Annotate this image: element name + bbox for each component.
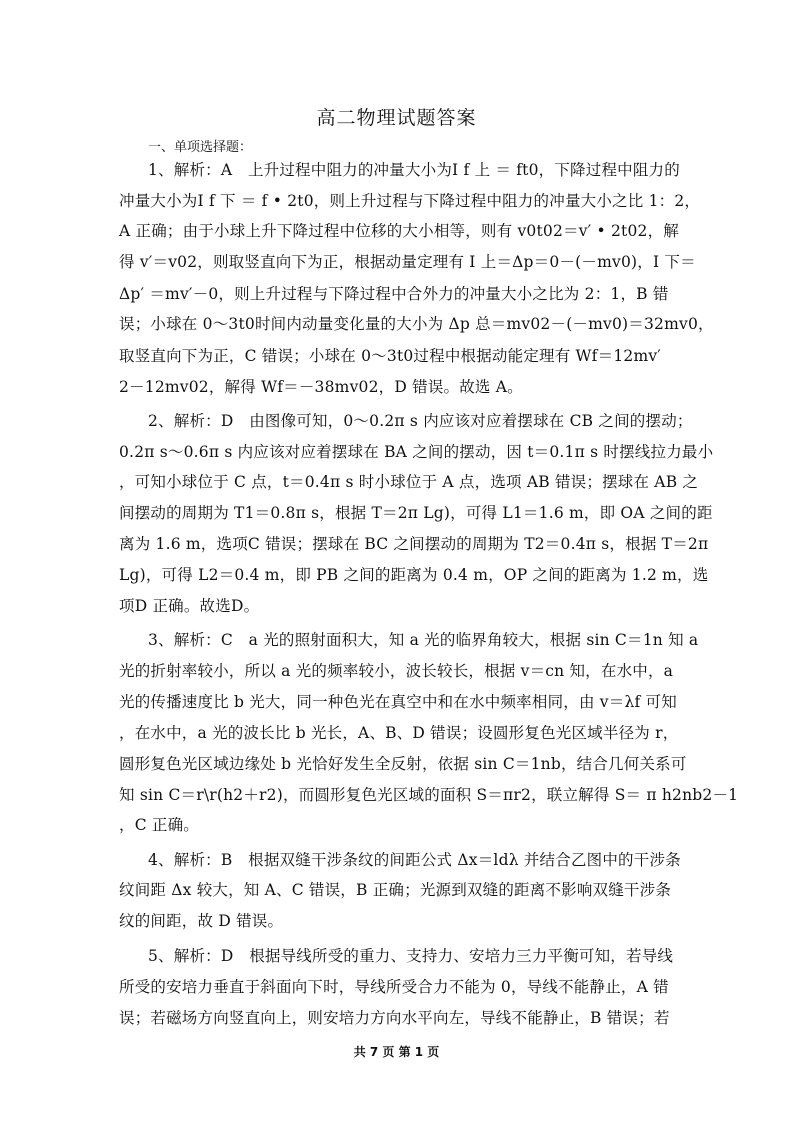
text-line: Δp′ ＝mv′－0，则上升过程与下降过程中合外力的冲量大小之比为 2：1，B 错	[119, 285, 669, 303]
text-line: 2－12mv02，解得 Wf＝－38mv02，D 错误。故选 A。	[119, 378, 523, 396]
text-line: 项D 正确。故选D。	[119, 597, 260, 615]
text-line: 知 sin C＝r\r(h2＋r2)，而圆形复色光区域的面积 S＝πr2，联立解得 S＝ π h2nb2－1	[119, 786, 739, 804]
text-line: 4、解析：B 根据双缝干涉条纹的间距公式 Δx＝ldλ 并结合乙图中的干涉条	[148, 851, 681, 869]
text-line: 圆形复色光区域边缘处 b 光恰好发生全反射，依据 sin C＝1nb，结合几何关系可	[119, 755, 687, 773]
text-line: 5、解析：D 根据导线所受的重力、支持力、安培力三力平衡可知，若导线	[148, 947, 674, 965]
text-line: 冲量大小为I f 下 ＝ f • 2t0，则上升过程与下降过程中阻力的冲量大小之比 1：2，	[119, 192, 701, 210]
text-line: 间摆动的周期为 T1＝0.8π s，根据 T＝2π Lg)，可得 L1＝1.6 m，即 OA 之间的距	[119, 504, 713, 522]
text-line: 0.2π s～0.6π s 内应该对应着摆球在 BA 之间的摆动，因 t＝0.1π s 时摆线拉力最小	[119, 443, 714, 461]
text-line: 得 v′＝v02，则取竖直向下为正，根据动量定理有 I 上＝Δp＝0－(－mv0)，I 下＝	[119, 253, 696, 271]
text-line: ，在水中，a 光的波长比 b 光长，A、B、D 错误；设圆形复色光区域半径为 r，	[119, 724, 679, 742]
text-line: 1、解析：A 上升过程中阻力的冲量大小为I f 上 ＝ ft0，下降过程中阻力的	[148, 161, 680, 179]
text-line: 所受的安培力垂直于斜面向下时，导线所受合力不能为 0，导线不能静止，A 错	[119, 978, 669, 996]
text-line: 取竖直向下为正，C 错误；小球在 0～3t0过程中根据动能定理有 Wf＝12mv′	[119, 347, 662, 365]
page-title: 高二物理试题答案	[316, 107, 477, 129]
text-line: 光的传播速度比 b 光大，同一种色光在真空中和在水中频率相同，由 v＝λf 可知	[119, 693, 677, 711]
text-line: 2、解析：D 由图像可知，0～0.2π s 内应该对应着摆球在 CB 之间的摆动；	[148, 412, 693, 430]
text-line: ，C 正确。	[119, 816, 199, 834]
text-line: 纹的间距，故 D 错误。	[119, 912, 284, 930]
text-line: 3、解析：C a 光的照射面积大，知 a 光的临界角较大，根据 sin C＝1n 知 a	[148, 631, 699, 649]
text-line: ，可知小球位于 C 点，t＝0.4π s 时小球位于 A 点，选项 AB 错误；摆球在 AB 之	[119, 473, 699, 491]
text-line: 光的折射率较小，所以 a 光的频率较小，波长较长，根据 v＝cn 知，在水中，a	[119, 662, 674, 680]
text-line: 误；若磁场方向竖直向上，则安培力方向水平向左，导线不能静止，B 错误；若	[119, 1009, 670, 1027]
page-footer: 共 7 页 第 1 页	[353, 1045, 440, 1059]
text-line: 误；小球在 0～3t0时间内动量变化量的大小为 Δp 总＝mv02－(－mv0)＝32mv0，	[119, 315, 714, 333]
text-line: 离为 1.6 m，选项C 错误；摆球在 BC 之间摆动的周期为 T2＝0.4π s，根据 T＝2π	[119, 535, 709, 553]
text-line: A 正确；由于小球上升下降过程中位移的大小相等，则有 v0t02＝v′ • 2t02，解	[119, 222, 680, 240]
section-heading: 一、单项选择题：	[148, 140, 253, 155]
text-line: Lg)，可得 L2＝0.4 m，即 PB 之间的距离为 0.4 m，OP 之间的距离为 1.2 m，选	[119, 566, 709, 584]
text-line: 纹间距 Δx 较大，知 A、C 错误，B 正确；光源到双缝的距离不影响双缝干涉条	[119, 881, 672, 899]
